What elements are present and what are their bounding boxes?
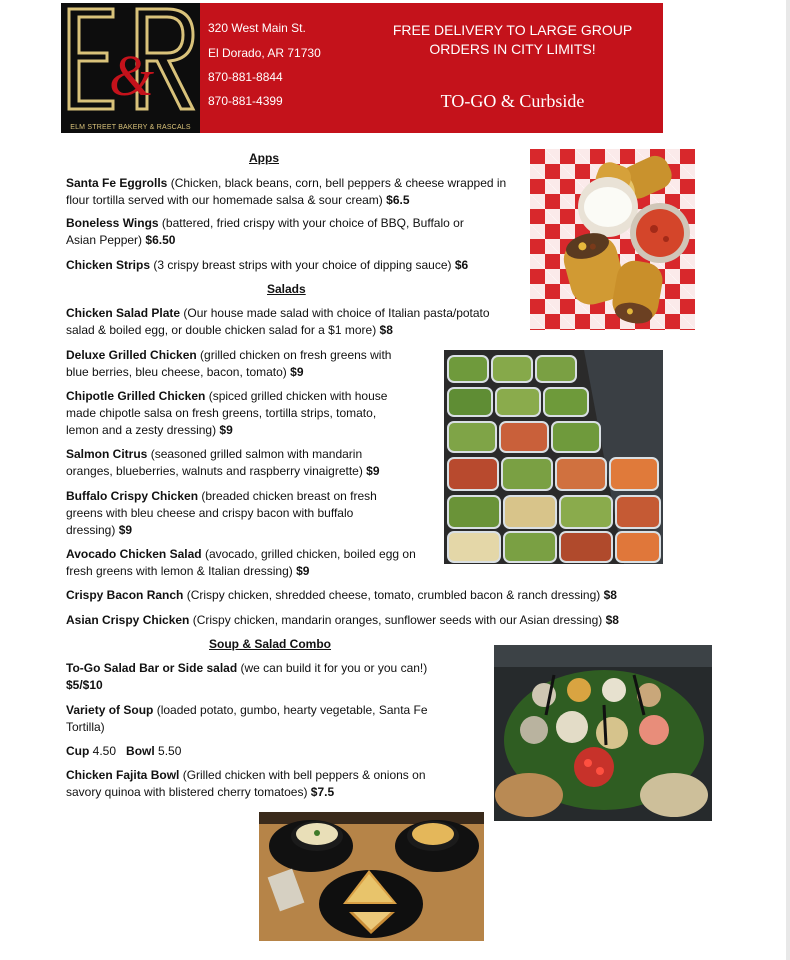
- address-street: 320 West Main St.: [208, 21, 306, 35]
- menu-item-cup-bowl: Cup 4.50 Bowl 5.50: [66, 744, 182, 758]
- page-edge: [786, 0, 790, 960]
- salad-bar-illustration: [494, 645, 712, 821]
- section-salads-heading: Salads: [267, 282, 306, 296]
- menu-item-chicken-salad-plate: Chicken Salad Plate (Our house made salad with choice of Italian pasta/potato salad & boiled egg, or double chicken salad for a $1 more) $8: [66, 306, 490, 337]
- section-soup-combo-heading: Soup & Salad Combo: [209, 637, 332, 651]
- togo-curbside: TO-GO & Curbside: [440, 91, 585, 111]
- salad-bar-photo: [494, 645, 712, 821]
- address-city: El Dorado, AR 71730: [208, 46, 321, 60]
- delivery-promo: FREE DELIVERY TO LARGE GROUP ORDERS IN CITY LIMITS!: [392, 22, 633, 57]
- header-banner: [200, 3, 663, 133]
- soup-sandwich-photo: [259, 812, 484, 941]
- menu-item-santa-fe-eggrolls: Santa Fe Eggrolls (Chicken, black beans, corn, bell peppers & cheese wrapped in flour tortilla served with our homemade salsa & sour cream) $6.5: [66, 176, 507, 207]
- menu-item-togo-salad-bar: To-Go Salad Bar or Side salad (we can build it for you or you can!) $5/$10: [66, 661, 428, 692]
- salad-containers-photo: [444, 350, 663, 564]
- logo: [61, 3, 200, 133]
- menu-item-deluxe-grilled-chicken: Deluxe Grilled Chicken (grilled chicken on fresh greens with blue berries, bleu cheese, bacon, tomato) $9: [66, 348, 392, 379]
- menu-item-variety-of-soup: Variety of Soup (loaded potato, gumbo, hearty vegetable, Santa Fe Tortilla): [66, 703, 428, 734]
- logo-monogram-icon: [65, 3, 196, 115]
- menu-item-salmon-citrus: Salmon Citrus (seasoned grilled salmon with mandarin oranges, blueberries, walnuts and raspberry vinaigrette) $9: [66, 447, 380, 478]
- menu-item-asian-crispy-chicken: Asian Crispy Chicken (Crispy chicken, mandarin oranges, sunflower seeds with our Asian dressing) $8: [66, 613, 619, 627]
- salad-containers-illustration: [444, 350, 663, 564]
- soup-sandwich-illustration: [259, 812, 484, 941]
- menu-item-boneless-wings: Boneless Wings (battered, fried crispy with your choice of BBQ, Buffalo or Asian Pepper) $6.50: [66, 216, 464, 247]
- menu-item-crispy-bacon-ranch: Crispy Bacon Ranch (Crispy chicken, shredded cheese, tomato, crumbled bacon & ranch dressing) $8: [66, 588, 617, 602]
- eggrolls-photo: [530, 149, 695, 330]
- logo-caption: ELM STREET BAKERY & RASCALS: [70, 124, 191, 131]
- menu-item-chipotle-grilled-chicken: Chipotle Grilled Chicken (spiced grilled chicken with house made chipotle salsa on fresh greens, tortilla strips, tomato, lemon and a zesty dressing) $9: [66, 389, 388, 437]
- phone-primary[interactable]: 870-881-8844: [208, 70, 283, 84]
- section-apps-heading: Apps: [249, 151, 279, 165]
- menu-item-avocado-chicken-salad: Avocado Chicken Salad (avocado, grilled chicken, boiled egg on fresh greens with lemon & Italian dressing) $9: [66, 547, 416, 578]
- svg-text:&: &: [109, 43, 155, 108]
- eggrolls-illustration: [530, 149, 695, 330]
- phone-secondary[interactable]: 870-881-4399: [208, 94, 283, 108]
- menu-item-chicken-fajita-bowl: Chicken Fajita Bowl (Grilled chicken with bell peppers & onions on savory quinoa with blistered cherry tomatoes) $7.5: [66, 768, 426, 799]
- menu-item-chicken-strips: Chicken Strips (3 crispy breast strips with your choice of dipping sauce) $6: [66, 258, 469, 272]
- menu-item-buffalo-crispy-chicken: Buffalo Crispy Chicken (breaded chicken breast on fresh greens with bleu cheese and crispy bacon with buffalo dressing) $9: [66, 489, 377, 537]
